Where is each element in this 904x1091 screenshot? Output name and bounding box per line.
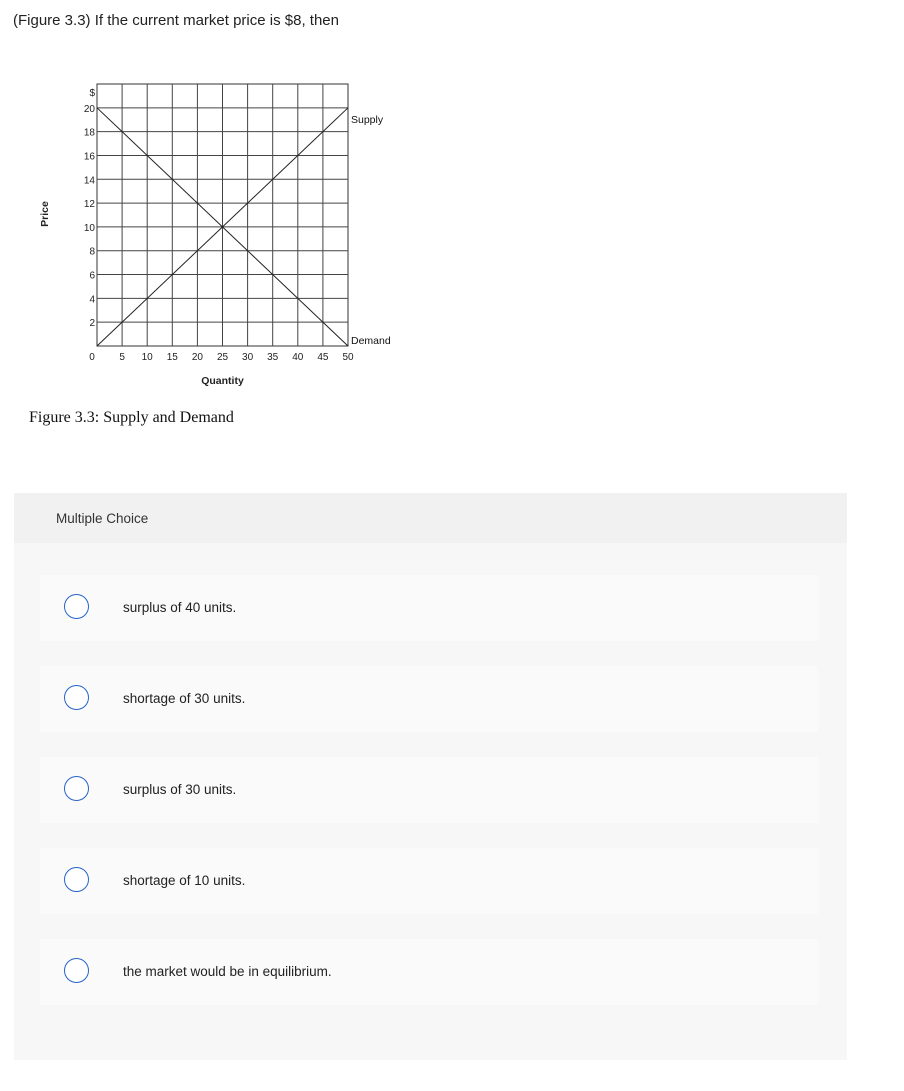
x-tick-label: 50 xyxy=(342,352,354,363)
x-tick-label: 15 xyxy=(166,352,178,363)
multiple-choice-panel xyxy=(14,493,847,1060)
y-tick-label: 8 xyxy=(89,246,95,258)
x-tick-label: 30 xyxy=(242,352,254,363)
option-label: shortage of 30 units. xyxy=(123,691,246,706)
x-tick-label: 0 xyxy=(89,352,95,363)
radio-button[interactable] xyxy=(64,594,89,619)
supply-label: Supply xyxy=(351,113,384,126)
x-tick-label: 10 xyxy=(141,352,153,363)
y-tick-label: 6 xyxy=(89,270,95,282)
y-tick-label: 10 xyxy=(83,222,95,234)
answer-option-2[interactable] xyxy=(40,666,818,732)
option-label: the market would be in equilibrium. xyxy=(123,964,332,979)
demand-label: Demand xyxy=(351,335,391,347)
x-tick-label: 5 xyxy=(119,352,125,363)
x-tick-label: 40 xyxy=(292,352,304,363)
option-label: surplus of 40 units. xyxy=(123,600,237,615)
y-tick-label: 14 xyxy=(83,175,95,187)
answer-option-5[interactable] xyxy=(40,939,818,1005)
y-axis-label: Price xyxy=(39,201,51,227)
radio-button[interactable] xyxy=(64,958,89,983)
y-tick-label: 4 xyxy=(89,294,95,306)
y-unit-label: $ xyxy=(89,88,95,99)
question-type-label: Multiple Choice xyxy=(56,511,149,526)
x-tick-label: 35 xyxy=(267,352,279,363)
option-label: surplus of 30 units. xyxy=(123,782,237,797)
y-tick-label: 12 xyxy=(83,199,95,211)
x-tick-label: 45 xyxy=(317,352,329,363)
y-tick-label: 20 xyxy=(83,103,95,115)
y-tick-label: 16 xyxy=(83,151,95,163)
y-tick-label: 2 xyxy=(89,318,95,330)
question-text: (Figure 3.3) If the current market price is $8, then xyxy=(13,12,339,29)
answer-option-1[interactable] xyxy=(40,575,818,641)
option-label: shortage of 10 units. xyxy=(123,873,246,888)
radio-button[interactable] xyxy=(64,685,89,710)
x-tick-label: 25 xyxy=(216,352,229,363)
answer-option-3[interactable] xyxy=(40,757,818,823)
x-tick-label: 20 xyxy=(191,352,203,363)
radio-button[interactable] xyxy=(64,776,89,801)
panel-header xyxy=(14,493,847,543)
answer-option-4[interactable] xyxy=(40,848,818,914)
y-tick-label: 18 xyxy=(83,127,95,139)
radio-button[interactable] xyxy=(64,867,89,892)
figure-caption: Figure 3.3: Supply and Demand xyxy=(29,409,234,426)
supply-demand-chart xyxy=(0,0,440,400)
x-axis-label: Quantity xyxy=(201,375,244,387)
